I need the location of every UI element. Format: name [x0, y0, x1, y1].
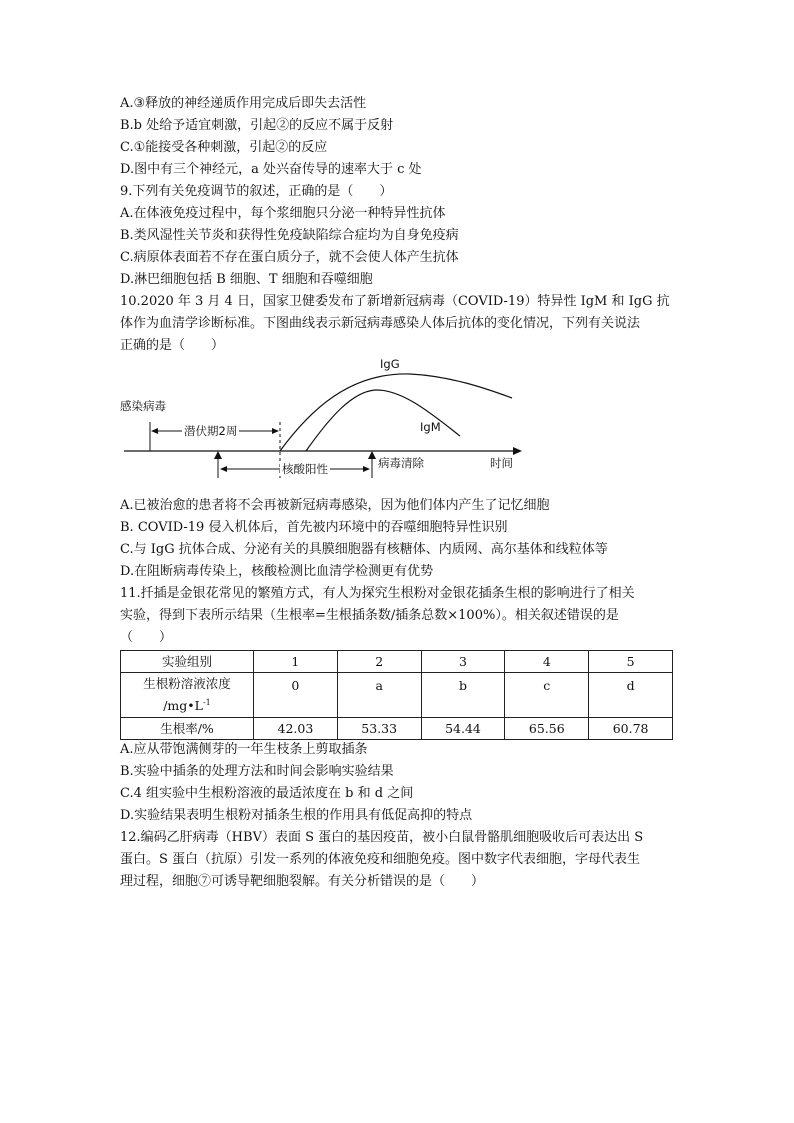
q12-stem-line-1: 12.编码乙肝病毒（HBV）表面 S 蛋白的基因疫苗，被小白鼠骨骼肌细胞吸收后可表达出 S	[120, 830, 644, 845]
q11-option-d: D.实验结果表明生根粉对插条生根的作用具有低促高抑的特点	[120, 808, 473, 823]
q9-stem: 9.下列有关免疫调节的叙述，正确的是（ ）	[120, 184, 393, 199]
table-cell: 65.56	[505, 718, 589, 740]
label-infect-virus: 感染病毒	[120, 399, 166, 413]
table-cell: 53.33	[337, 718, 421, 740]
table-cell: 1	[254, 651, 338, 673]
q12-stem-line-3: 理过程，细胞⑦可诱导靶细胞裂解。有关分析错误的是（ ）	[120, 874, 485, 889]
rooting-results-table	[120, 650, 673, 740]
q11-stem-line-2: 实验，得到下表所示结果（生根率=生根插条数/插条总数×100%）。相关叙述错误的是	[120, 608, 619, 623]
table-cell: 5	[589, 651, 673, 673]
nucleic-arrow-left-head	[220, 466, 227, 472]
q9-option-c: C.病原体表面若不存在蛋白质分子，就不会使人体产生抗体	[120, 250, 459, 265]
table-header-group: 实验组别	[121, 651, 254, 673]
label-latent-period: 潜伏期2周	[184, 424, 238, 438]
q10-stem-line-2: 体作为血清学诊断标准。下图曲线表示新冠病毒感染人体后抗体的变化情况，下列有关说法	[120, 316, 641, 331]
q11-option-c: C.4 组实验中生根粉溶液的最适浓度在 b 和 d 之间	[120, 786, 414, 801]
q12-stem-line-2: 蛋白。S 蛋白（抗原）引发一系列的体液免疫和细胞免疫。图中数字代表细胞，字母代表生	[120, 852, 641, 867]
table-cell: b	[421, 673, 505, 718]
label-igg: IgG	[380, 357, 400, 371]
q8-option-d: D.图中有三个神经元，a 处兴奋传导的速率大于 c 处	[120, 162, 422, 177]
q8-option-a: A.③释放的神经递质作用完成后即失去活性	[120, 96, 367, 111]
table-cell: 3	[421, 651, 505, 673]
table-header-rate: 生根率/%	[121, 718, 254, 740]
q11-stem-line-1: 11.扦插是金银花常见的繁殖方式，有人为探究生根粉对金银花插条生根的影响进行了相关	[120, 586, 635, 601]
table-cell: a	[337, 673, 421, 718]
q11-option-b: B.实验中插条的处理方法和时间会影响实验结果	[120, 764, 394, 779]
concentration-label: 生根粉溶液浓度	[143, 676, 231, 692]
q8-option-b: B.b 处给予适宜刺激，引起②的反应不属于反射	[120, 118, 394, 133]
table-header-concentration	[121, 673, 254, 718]
q10-option-b: B. COVID-19 侵入机体后，首先被内环境中的吞噬细胞特异性识别	[120, 520, 508, 535]
q10-option-d: D.在阻断病毒传染上，核酸检测比血清学检测更有优势	[120, 564, 434, 579]
q10-option-c: C.与 IgG 抗体合成、分泌有关的具膜细胞器有核糖体、内质网、高尔基体和线粒体等	[120, 542, 608, 557]
q11-option-a: A.应从带饱满侧芽的一年生枝条上剪取插条	[120, 742, 368, 757]
virus-clearance-arrowhead	[368, 451, 376, 459]
table-cell: c	[505, 673, 589, 718]
concentration-unit	[121, 693, 253, 715]
table-cell: 42.03	[254, 718, 338, 740]
unit-text: /mg•L	[163, 698, 203, 714]
table-row	[121, 718, 673, 740]
antibody-curve-diagram	[120, 352, 530, 478]
table-row	[121, 673, 673, 718]
q10-stem-line-1: 10.2020 年 3 月 4 日，国家卫健委发布了新增新冠病毒（COVID-19）特异性 IgM 和 IgG 抗	[120, 294, 670, 309]
label-nucleic-positive: 核酸阳性	[282, 462, 328, 476]
q9-option-a: A.在体液免疫过程中，每个浆细胞只分泌一种特异性抗体	[120, 206, 446, 221]
label-igm: IgM	[420, 420, 441, 434]
time-axis-arrowhead	[513, 447, 522, 455]
table-cell: 60.78	[589, 718, 673, 740]
label-virus-cleared: 病毒清除	[378, 456, 424, 470]
latent-arrow-right-head	[272, 428, 279, 434]
table-cell: 54.44	[421, 718, 505, 740]
table-cell: 2	[337, 651, 421, 673]
q9-option-d: D.淋巴细胞包括 B 细胞、T 细胞和吞噬细胞	[120, 272, 373, 287]
nucleic-start-arrowhead	[214, 451, 222, 459]
q8-option-c: C.①能接受各种刺激，引起②的反应	[120, 140, 328, 155]
table-cell: 4	[505, 651, 589, 673]
latent-arrow-left-head	[151, 428, 158, 434]
nucleic-arrow-right-head	[363, 466, 370, 472]
table-cell: d	[589, 673, 673, 718]
q9-option-b: B.类风湿性关节炎和获得性免疫缺陷综合症均为自身免疫病	[120, 228, 459, 243]
unit-superscript: -1	[202, 698, 211, 708]
label-time: 时间	[490, 456, 513, 470]
q10-stem-line-3: 正确的是（ ）	[120, 338, 225, 353]
antibody-curve-figure	[120, 352, 530, 478]
q10-option-a: A.已被治愈的患者将不会再被新冠病毒感染，因为他们体内产生了记忆细胞	[120, 498, 550, 513]
q11-stem-line-3: （ ）	[120, 630, 173, 645]
table-row	[121, 651, 673, 673]
table-cell: 0	[254, 673, 338, 718]
